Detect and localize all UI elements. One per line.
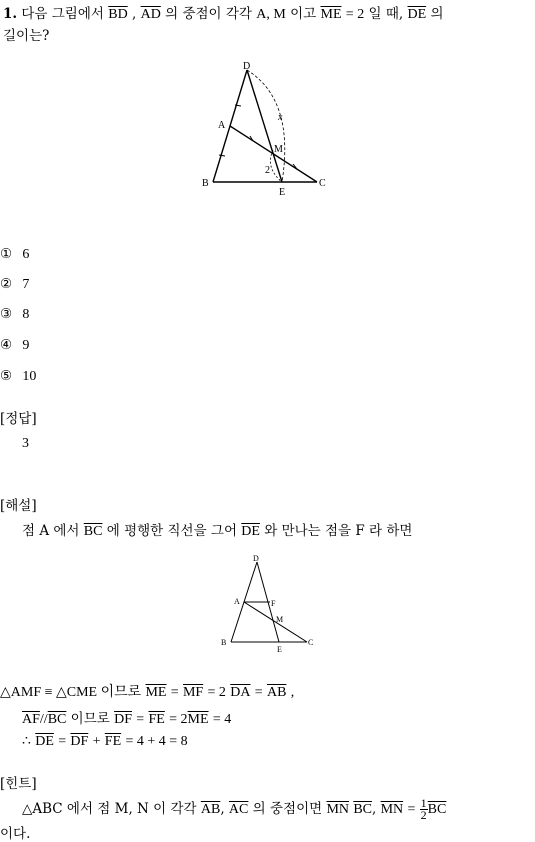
choice-1[interactable] <box>0 246 29 263</box>
equals: = <box>407 802 416 817</box>
choice-value: 6 <box>22 247 30 262</box>
segment-de: $\overline{DE}$ <box>35 734 54 749</box>
question-text: 일 때, <box>368 6 404 22</box>
label-a: A <box>234 597 240 606</box>
segment-bc: $\overline{BC}$ <box>83 524 103 539</box>
segment-de: $\overline{DE}$ <box>241 524 260 539</box>
label-e: E <box>277 645 282 654</box>
segment-mn: $\overline{MN}$ <box>380 802 404 817</box>
choice-3[interactable] <box>0 306 29 323</box>
plus: + <box>92 734 101 749</box>
segment-me: $\overline{ME}$ <box>145 685 167 700</box>
label-f: F <box>271 599 276 608</box>
segment-ad: $\overline{AD}$ <box>140 7 161 22</box>
label-c: C <box>308 638 314 647</box>
triangle-figure-1 <box>195 60 335 200</box>
comma: , <box>290 685 295 700</box>
segment-ab: $\overline{AB}$ <box>200 802 221 817</box>
solution-line-4 <box>22 733 188 750</box>
segment-de: $\overline{DE}$ <box>407 7 427 22</box>
solution-line-3 <box>22 707 231 728</box>
segment-fe: $\overline{FE}$ <box>104 734 122 749</box>
label-b: B <box>221 638 227 647</box>
solution-text: 에 평행한 직선을 그어 <box>106 523 237 539</box>
choice-number: ③ <box>0 306 13 322</box>
hint-line-2: 이다. <box>0 826 31 842</box>
label-2: 2 <box>265 165 270 176</box>
equals: = <box>254 685 263 700</box>
solution-text: 와 만나는 점을 F 라 하면 <box>264 523 413 539</box>
comma: , <box>131 6 137 22</box>
tick-mark <box>219 155 225 156</box>
solution-label: [해설] <box>0 498 37 514</box>
fraction-denominator: 2 <box>420 808 427 822</box>
segment-mf: $\overline{MF}$ <box>182 685 204 700</box>
equals-2: = 2 <box>207 685 226 700</box>
segment-da: $\overline{DA}$ <box>230 685 251 700</box>
segment-me: $\overline{ME}$ <box>320 7 342 22</box>
choice-number: ④ <box>0 337 13 353</box>
solution-text: 이므로 <box>70 711 110 727</box>
choice-number: ⑤ <box>0 368 13 384</box>
parallel-symbol: // <box>39 712 48 727</box>
question-text: 의 <box>430 6 444 22</box>
hint-label: [힌트] <box>0 776 37 792</box>
equals: = <box>58 734 67 749</box>
equals: = <box>136 712 145 727</box>
triangle-figure-2 <box>215 552 320 658</box>
choice-2[interactable] <box>0 276 29 293</box>
comma: , <box>372 801 377 817</box>
segment-ac: $\overline{AC}$ <box>228 802 249 817</box>
label-m: M <box>276 615 284 624</box>
question-text: 다음 그림에서 <box>21 6 104 22</box>
fraction-numerator: 1 <box>420 796 427 810</box>
answer-value: 3 <box>22 436 29 451</box>
question-text: 이고 <box>290 6 317 22</box>
choice-value: 8 <box>22 307 30 322</box>
hint-text: 의 중점이면 <box>252 801 323 817</box>
question-line-1 <box>3 2 443 23</box>
segment-bc: $\overline{BC}$ <box>427 802 447 817</box>
equals-2: = 2 <box>169 712 188 727</box>
question-line-2: 길이는? <box>3 28 50 44</box>
points-am: A, M <box>256 7 286 22</box>
segment-bc: $\overline{BC}$ <box>353 802 372 817</box>
equals-4: = 4 <box>212 712 232 727</box>
segment-fe: $\overline{FE}$ <box>148 712 165 727</box>
equals: = <box>170 685 179 700</box>
result: = 4 + 4 = 8 <box>125 734 188 749</box>
label-x: x <box>278 112 283 123</box>
choice-value: 7 <box>22 277 30 292</box>
choice-value: 10 <box>22 369 37 384</box>
choice-5[interactable] <box>0 368 36 385</box>
label-m: M <box>274 144 283 155</box>
choice-number: ① <box>0 246 13 262</box>
solution-text: △AMF ≡ △CME 이므로 <box>0 685 142 700</box>
question-text: 의 중점이 각각 <box>165 6 252 22</box>
segment-me: $\overline{ME}$ <box>187 712 209 727</box>
choice-4[interactable] <box>0 337 29 354</box>
segment-bc: $\overline{BC}$ <box>47 712 67 727</box>
label-e: E <box>279 187 286 198</box>
segment-mn: $\overline{MN}$ <box>326 802 350 817</box>
segment-af: $\overline{AF}$ <box>22 712 40 727</box>
comma: , <box>220 801 225 817</box>
label-b: B <box>202 178 209 189</box>
label-c: C <box>319 178 326 189</box>
solution-text: 점 A 에서 <box>22 523 80 539</box>
equals-2: = 2 <box>345 7 365 22</box>
question-number: 1. <box>3 6 18 22</box>
segment-ab: $\overline{AB}$ <box>266 685 287 700</box>
fraction-half <box>420 798 428 821</box>
segment-df: $\overline{DF}$ <box>70 734 89 749</box>
therefore-symbol: ∴ <box>22 734 31 749</box>
answer-label: [정답] <box>0 411 37 427</box>
label-d: D <box>253 554 259 563</box>
solution-line-2 <box>0 681 294 701</box>
label-a: A <box>218 120 226 131</box>
segment-bd: $\overline{BD}$ <box>108 7 128 22</box>
choice-number: ② <box>0 276 13 292</box>
segment-df: $\overline{DF}$ <box>114 712 132 727</box>
solution-line-1 <box>22 519 412 540</box>
hint-text: △ABC 에서 점 M, N 이 각각 <box>22 801 197 817</box>
choice-value: 9 <box>22 338 30 353</box>
hint-line-1 <box>22 797 446 821</box>
label-d: D <box>243 61 251 72</box>
